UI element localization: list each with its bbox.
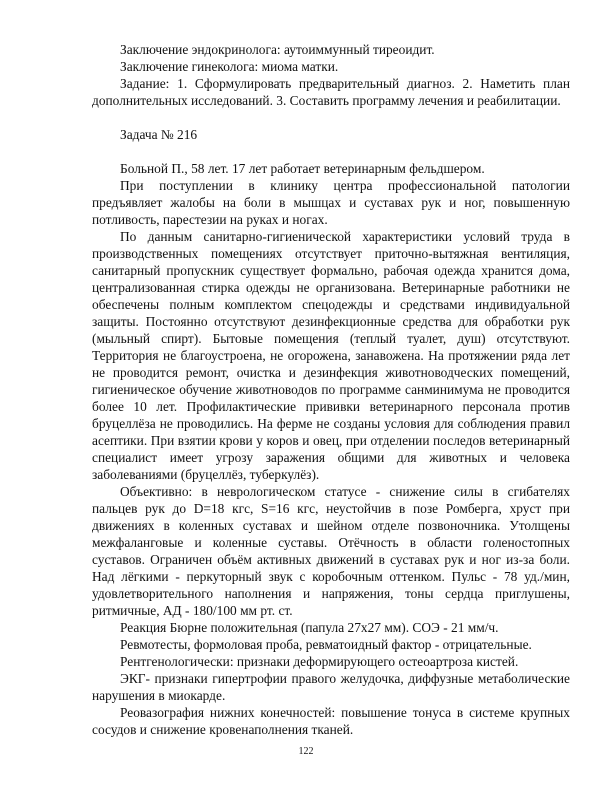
- spacer: [92, 109, 570, 126]
- page-number: 122: [298, 746, 314, 757]
- complaints-paragraph: При поступлении в клинику центра профессиональной патологии предъявляет жалобы на боли в мышцах и суставах рук и ног, повышенную потливость, парестезии на руках и ногах.: [92, 178, 570, 227]
- xray-paragraph: Рентгенологически: признаки деформирующего остеоартроза кистей.: [120, 654, 519, 669]
- ecg-paragraph: ЭКГ- признаки гипертрофии правого желудочка, диффузные метаболические нарушения в миокарде.: [92, 671, 570, 703]
- endocrinologist-conclusion: Заключение эндокринолога: аутоиммунный тиреоидит.: [120, 42, 435, 57]
- task-title: Задача № 216: [120, 127, 198, 142]
- gynecologist-conclusion: Заключение гинеколога: миома матки.: [120, 59, 339, 74]
- rheovasography-paragraph: Реовазография нижних конечностей: повышение тонуса в системе крупных сосудов и снижение кровенаполнения тканей.: [92, 705, 570, 737]
- rheumatic-tests-paragraph: Ревмотесты, формоловая проба, ревматоидный фактор - отрицательные.: [120, 637, 532, 652]
- patient-intro: Больной П., 58 лет. 17 лет работает ветеринарным фельдшером.: [120, 161, 485, 176]
- document-body: [92, 41, 570, 738]
- burnet-reaction-paragraph: Реакция Бюрне положительная (папула 27х27 мм). СОЭ - 21 мм/ч.: [120, 620, 499, 635]
- working-conditions-paragraph: По данным санитарно-гигиенической характеристики условий труда в производственных помещениях отсутствует приточно-вытяжная вентиляция, санитарный пропускник существует формально, рабочая одежда хранится дома, централизованная стирка одежды не организована. Ветеринарные работники не обеспечены полным комплектом спецодежды и средствами индивидуальной защиты. Постоянно отсутствуют дезинфекционные средства для обработки рук (мыльный спирт). Бытовые помещения (теплый туалет, душ) отсутствуют. Территория не благоустроена, не огорожена, занавожена. На протяжении ряда лет не проводится ремонт, очистка и дезинфекция животноводческих помещений, гигиеническое обучение животноводов по программе санминимума не проводится более 10 лет. Профилактические прививки ветеринарного персонала против бруцеллёза не проводились. На ферме не созданы условия для соблюдения правил асептики. При взятии крови у коров и овец, при отделении последов ветеринарный специалист имеет угрозу заражения общими для животных и человека заболеваниями (бруцеллёз, туберкулёз).: [92, 229, 570, 482]
- spacer: [92, 143, 570, 160]
- objective-exam-paragraph: Объективно: в неврологическом статусе - снижение силы в сгибателях пальцев рук до D=18 кгс, S=16 кгс, неустойчив в позе Ромберга, хруст при движениях в коленных суставах и шейном отделе позвоночника. Утолщены межфаланговые и коленные суставы. Отёчность в области голеностопных суставов. Ограничен объём активных движений в суставах рук и ног из-за боли. Над лёгкими - перкуторный звук с коробочным оттенком. Пульс - 78 уд./мин, удовлетворительного наполнения и напряжения, тоны сердца приглушены, ритмичные, АД - 180/100 мм рт. ст.: [92, 484, 570, 618]
- assignment-text: Задание: 1. Сформулировать предварительный диагноз. 2. Наметить план дополнительных исследований. 3. Составить программу лечения и реабилитации.: [92, 76, 570, 108]
